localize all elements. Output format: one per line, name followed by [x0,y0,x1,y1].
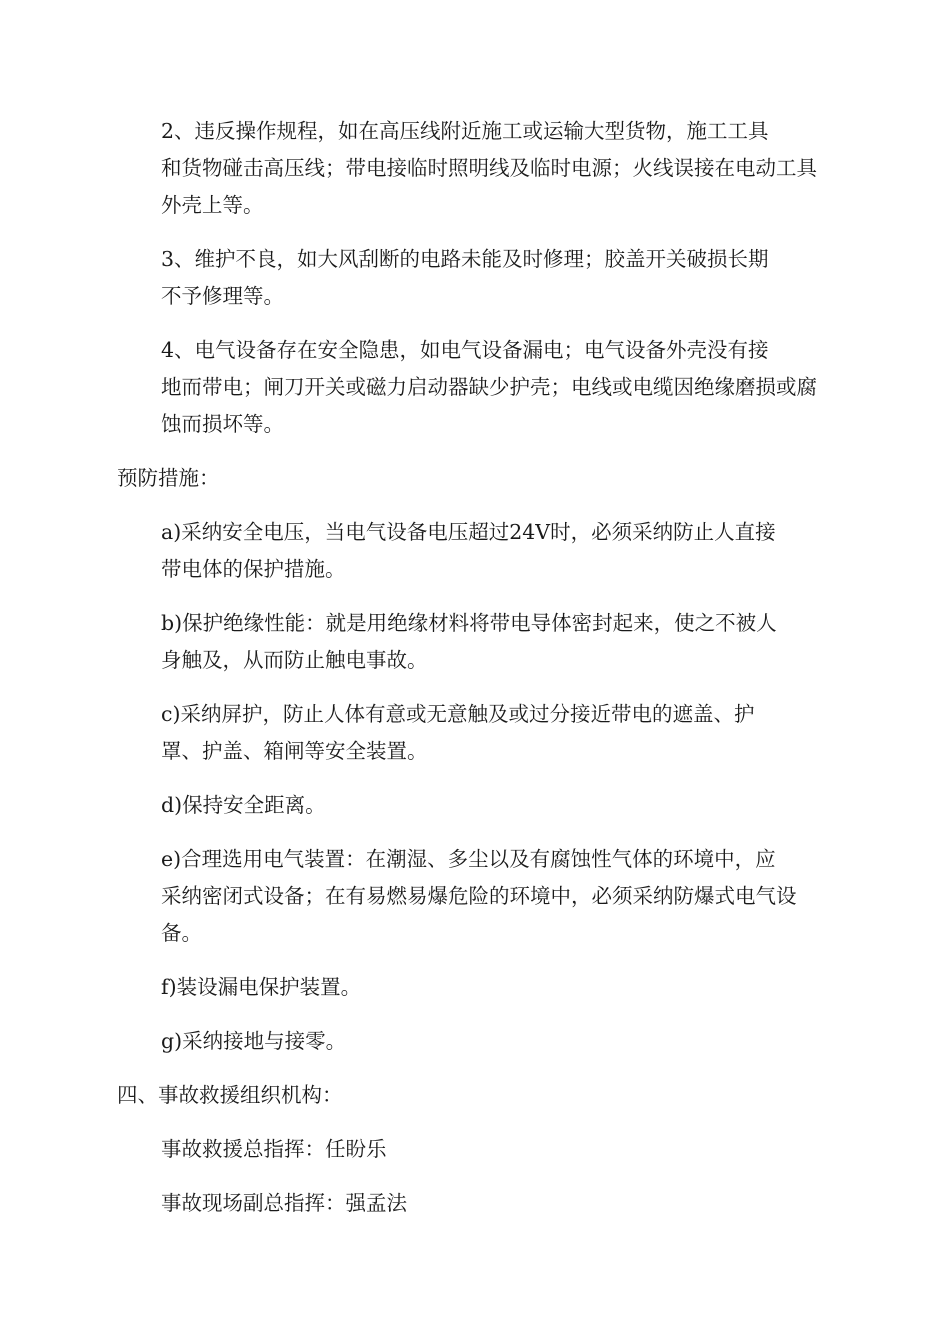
text-line: 不予修理等。 [161,284,284,308]
text-line: 2、违反操作规程，如在高压线附近施工或运输大型货物，施工工具 [161,119,769,143]
text-line: 4、电气设备存在安全隐患，如电气设备漏电；电气设备外壳没有接 [161,338,769,362]
paragraph-measure-c [117,696,833,770]
text-line: c)采纳屏护，防止人体有意或无意触及或过分接近带电的遮盖、护 [161,702,755,726]
paragraph-measure-b [117,605,833,679]
text-line: 四、事故救援组织机构： [117,1083,343,1107]
text-line: 外壳上等。 [161,193,264,217]
paragraph-measure-d [117,787,833,824]
text-line: 身触及，从而防止触电事故。 [161,648,428,672]
text-line: 地而带电；闸刀开关或磁力启动器缺少护壳；电线或电缆因绝缘磨损或腐 [161,375,817,399]
paragraph-measure-e [117,841,833,952]
text-line: 3、维护不良，如大风刮断的电路未能及时修理；胶盖开关破损长期 [161,247,769,271]
text-line: a)采纳安全电压，当电气设备电压超过24V时，必须采纳防止人直接 [161,520,776,544]
paragraph-cause-4 [117,332,833,443]
heading-prevention-measures [117,460,833,497]
text-line: 带电体的保护措施。 [161,557,346,581]
paragraph-cause-3 [117,241,833,315]
text-line: 和货物碰击高压线；带电接临时照明线及临时电源；火线误接在电动工具 [161,156,817,180]
text-line: 采纳密闭式设备；在有易燃易爆危险的环境中，必须采纳防爆式电气设 [161,884,797,908]
text-line: d)保持安全距离。 [161,793,326,817]
paragraph-cause-2 [117,113,833,224]
text-line: 罩、护盖、箱闸等安全装置。 [161,739,428,763]
heading-rescue-organization [117,1077,833,1114]
paragraph-measure-f [117,969,833,1006]
paragraph-measure-a [117,514,833,588]
paragraph-deputy-commander [117,1185,833,1222]
text-line: f)装设漏电保护装置。 [161,975,362,999]
document-page [117,113,833,1239]
text-line: g)采纳接地与接零。 [161,1029,347,1053]
text-line: 预防措施： [117,466,220,490]
text-line: 事故现场副总指挥：强孟法 [161,1191,407,1215]
text-line: 蚀而损坏等。 [161,412,284,436]
paragraph-chief-commander [117,1131,833,1168]
text-line: e)合理选用电气装置：在潮湿、多尘以及有腐蚀性气体的环境中，应 [161,847,776,871]
text-line: 事故救援总指挥：任盼乐 [161,1137,387,1161]
text-line: 备。 [161,921,202,945]
paragraph-measure-g [117,1023,833,1060]
text-line: b)保护绝缘性能：就是用绝缘材料将带电导体密封起来，使之不被人 [161,611,777,635]
